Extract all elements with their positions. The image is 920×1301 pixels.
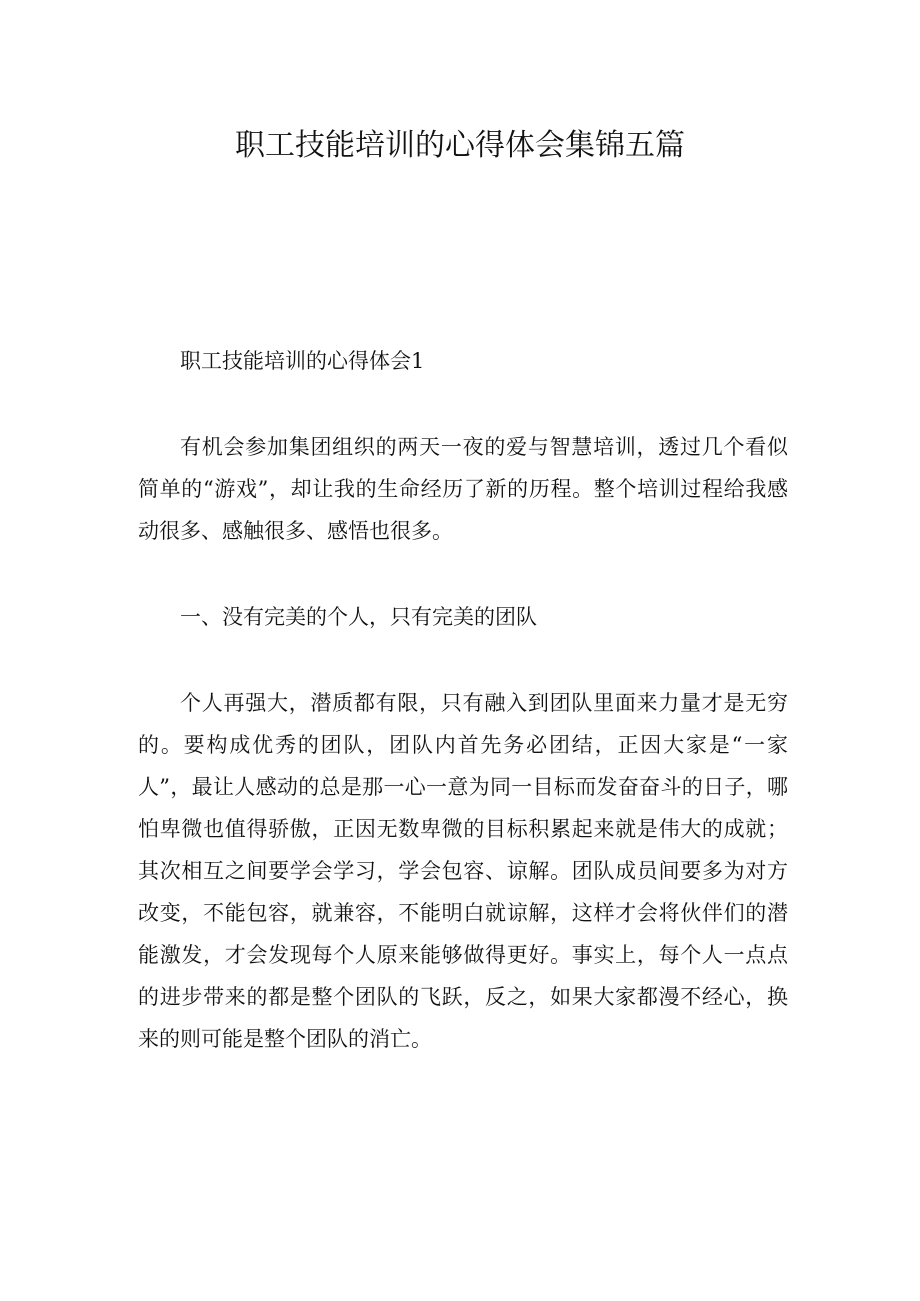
paragraph-body: 个人再强大，潜质都有限，只有融入到团队里面来力量才是无穷的。要构成优秀的团队，团队内首先务必团结，正因大家是“一家人”，最让人感动的总是那一心一意为同一目标而发奋奋斗的日子，哪怕卑微也值得骄傲，正因无数卑微的目标积累起来就是伟大的成就；其次相互之间要学会学习，学会包容、谅解。团队成员间要多为对方改变，不能包容，就兼容，不能明白就谅解，这样才会将伙伴们的潜能激发，才会发现每个人原来能够做得更好。事实上，每个人一点点的进步带来的都是整个团队的飞跃，反之，如果大家都漫不经心，换来的则可能是整个团队的消亡。 bbox=[138, 691, 788, 1051]
paragraph-intro: 有机会参加集团组织的两天一夜的爱与智慧培训，透过几个看似简单的“游戏”，却让我的生命经历了新的历程。整个培训过程给我感动很多、感触很多、感悟也很多。 bbox=[138, 435, 788, 543]
document-title: 职工技能培训的心得体会集锦五篇 bbox=[235, 128, 685, 163]
section-heading: 职工技能培训的心得体会1 bbox=[180, 349, 425, 373]
document-body bbox=[138, 340, 788, 1104]
paragraph-subheading: 一、没有完美的个人，只有完美的团队 bbox=[180, 605, 537, 629]
